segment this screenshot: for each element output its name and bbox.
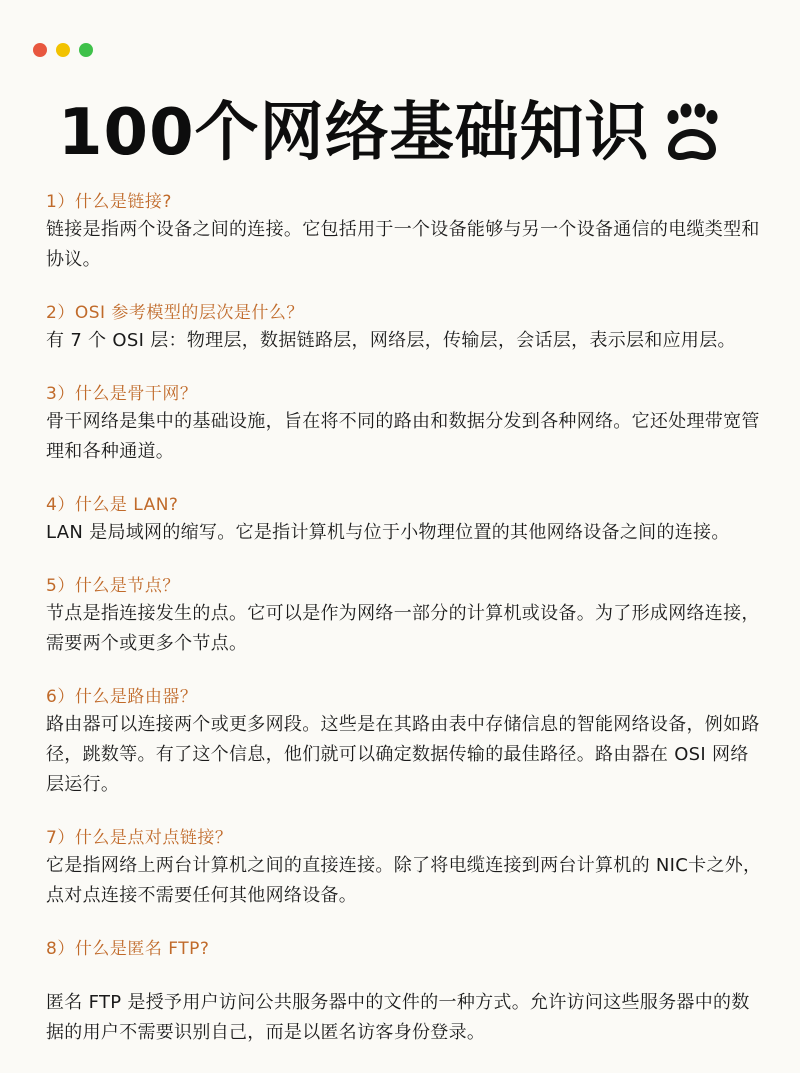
answer-2: 有 7 个 OSI 层：物理层，数据链路层，网络层，传输层，会话层，表示层和应用层。	[46, 330, 736, 351]
red-dot-icon	[33, 43, 47, 57]
question-7: 7）什么是点对点链接？	[46, 828, 233, 848]
answer-7: 它是指网络上两台计算机之间的直接连接。除了将电缆连接到两台计算机的 NIC卡之外，点对点连接不需要任何其他网络设备。	[46, 855, 762, 906]
yellow-dot-icon	[56, 43, 70, 57]
page-title: 100个网络基础知识	[58, 96, 650, 170]
answer-6: 路由器可以连接两个或更多网段。这些是在其路由表中存储信息的智能网络设备，例如路径，跳数等。有了这个信息，他们就可以确定数据传输的最佳路径。路由器在 OSI 网络层运行。	[46, 714, 760, 795]
question-1: 1）什么是链接?	[46, 192, 172, 212]
qa-item-4	[46, 492, 766, 548]
green-dot-icon	[79, 43, 93, 57]
window-controls	[33, 43, 93, 57]
question-5: 5）什么是节点？	[46, 576, 180, 596]
qa-list	[46, 189, 766, 1073]
qa-item-5	[46, 573, 766, 659]
answer-8: 匿名 FTP 是授予用户访问公共服务器中的文件的一种方式。允许访问这些服务器中的数据的用户不需要识别自己，而是以匿名访客身份登录。	[46, 992, 750, 1043]
qa-item-2	[46, 300, 766, 356]
question-4: 4）什么是 LAN?	[46, 495, 179, 515]
answer-1: 链接是指两个设备之间的连接。它包括用于一个设备能够与另一个设备通信的电缆类型和协议。	[46, 219, 760, 270]
question-3: 3）什么是骨干网？	[46, 384, 198, 404]
qa-item-1	[46, 189, 766, 275]
answer-5: 节点是指连接发生的点。它可以是作为网络一部分的计算机或设备。为了形成网络连接，需要两个或更多个节点。	[46, 603, 760, 654]
page-header	[58, 92, 722, 174]
qa-item-8	[46, 936, 766, 1048]
qa-item-3	[46, 381, 766, 467]
answer-3: 骨干网络是集中的基础设施，旨在将不同的路由和数据分发到各种网络。它还处理带宽管理和各种通道。	[46, 411, 760, 462]
answer-4: LAN 是局域网的缩写。它是指计算机与位于小物理位置的其他网络设备之间的连接。	[46, 522, 730, 543]
question-6: 6）什么是路由器？	[46, 687, 198, 707]
paw-icon	[660, 102, 722, 164]
question-2: 2）OSI 参考模型的层次是什么？	[46, 303, 304, 323]
qa-item-7	[46, 825, 766, 911]
qa-item-6	[46, 684, 766, 800]
question-8: 8）什么是匿名 FTP?	[46, 939, 210, 959]
